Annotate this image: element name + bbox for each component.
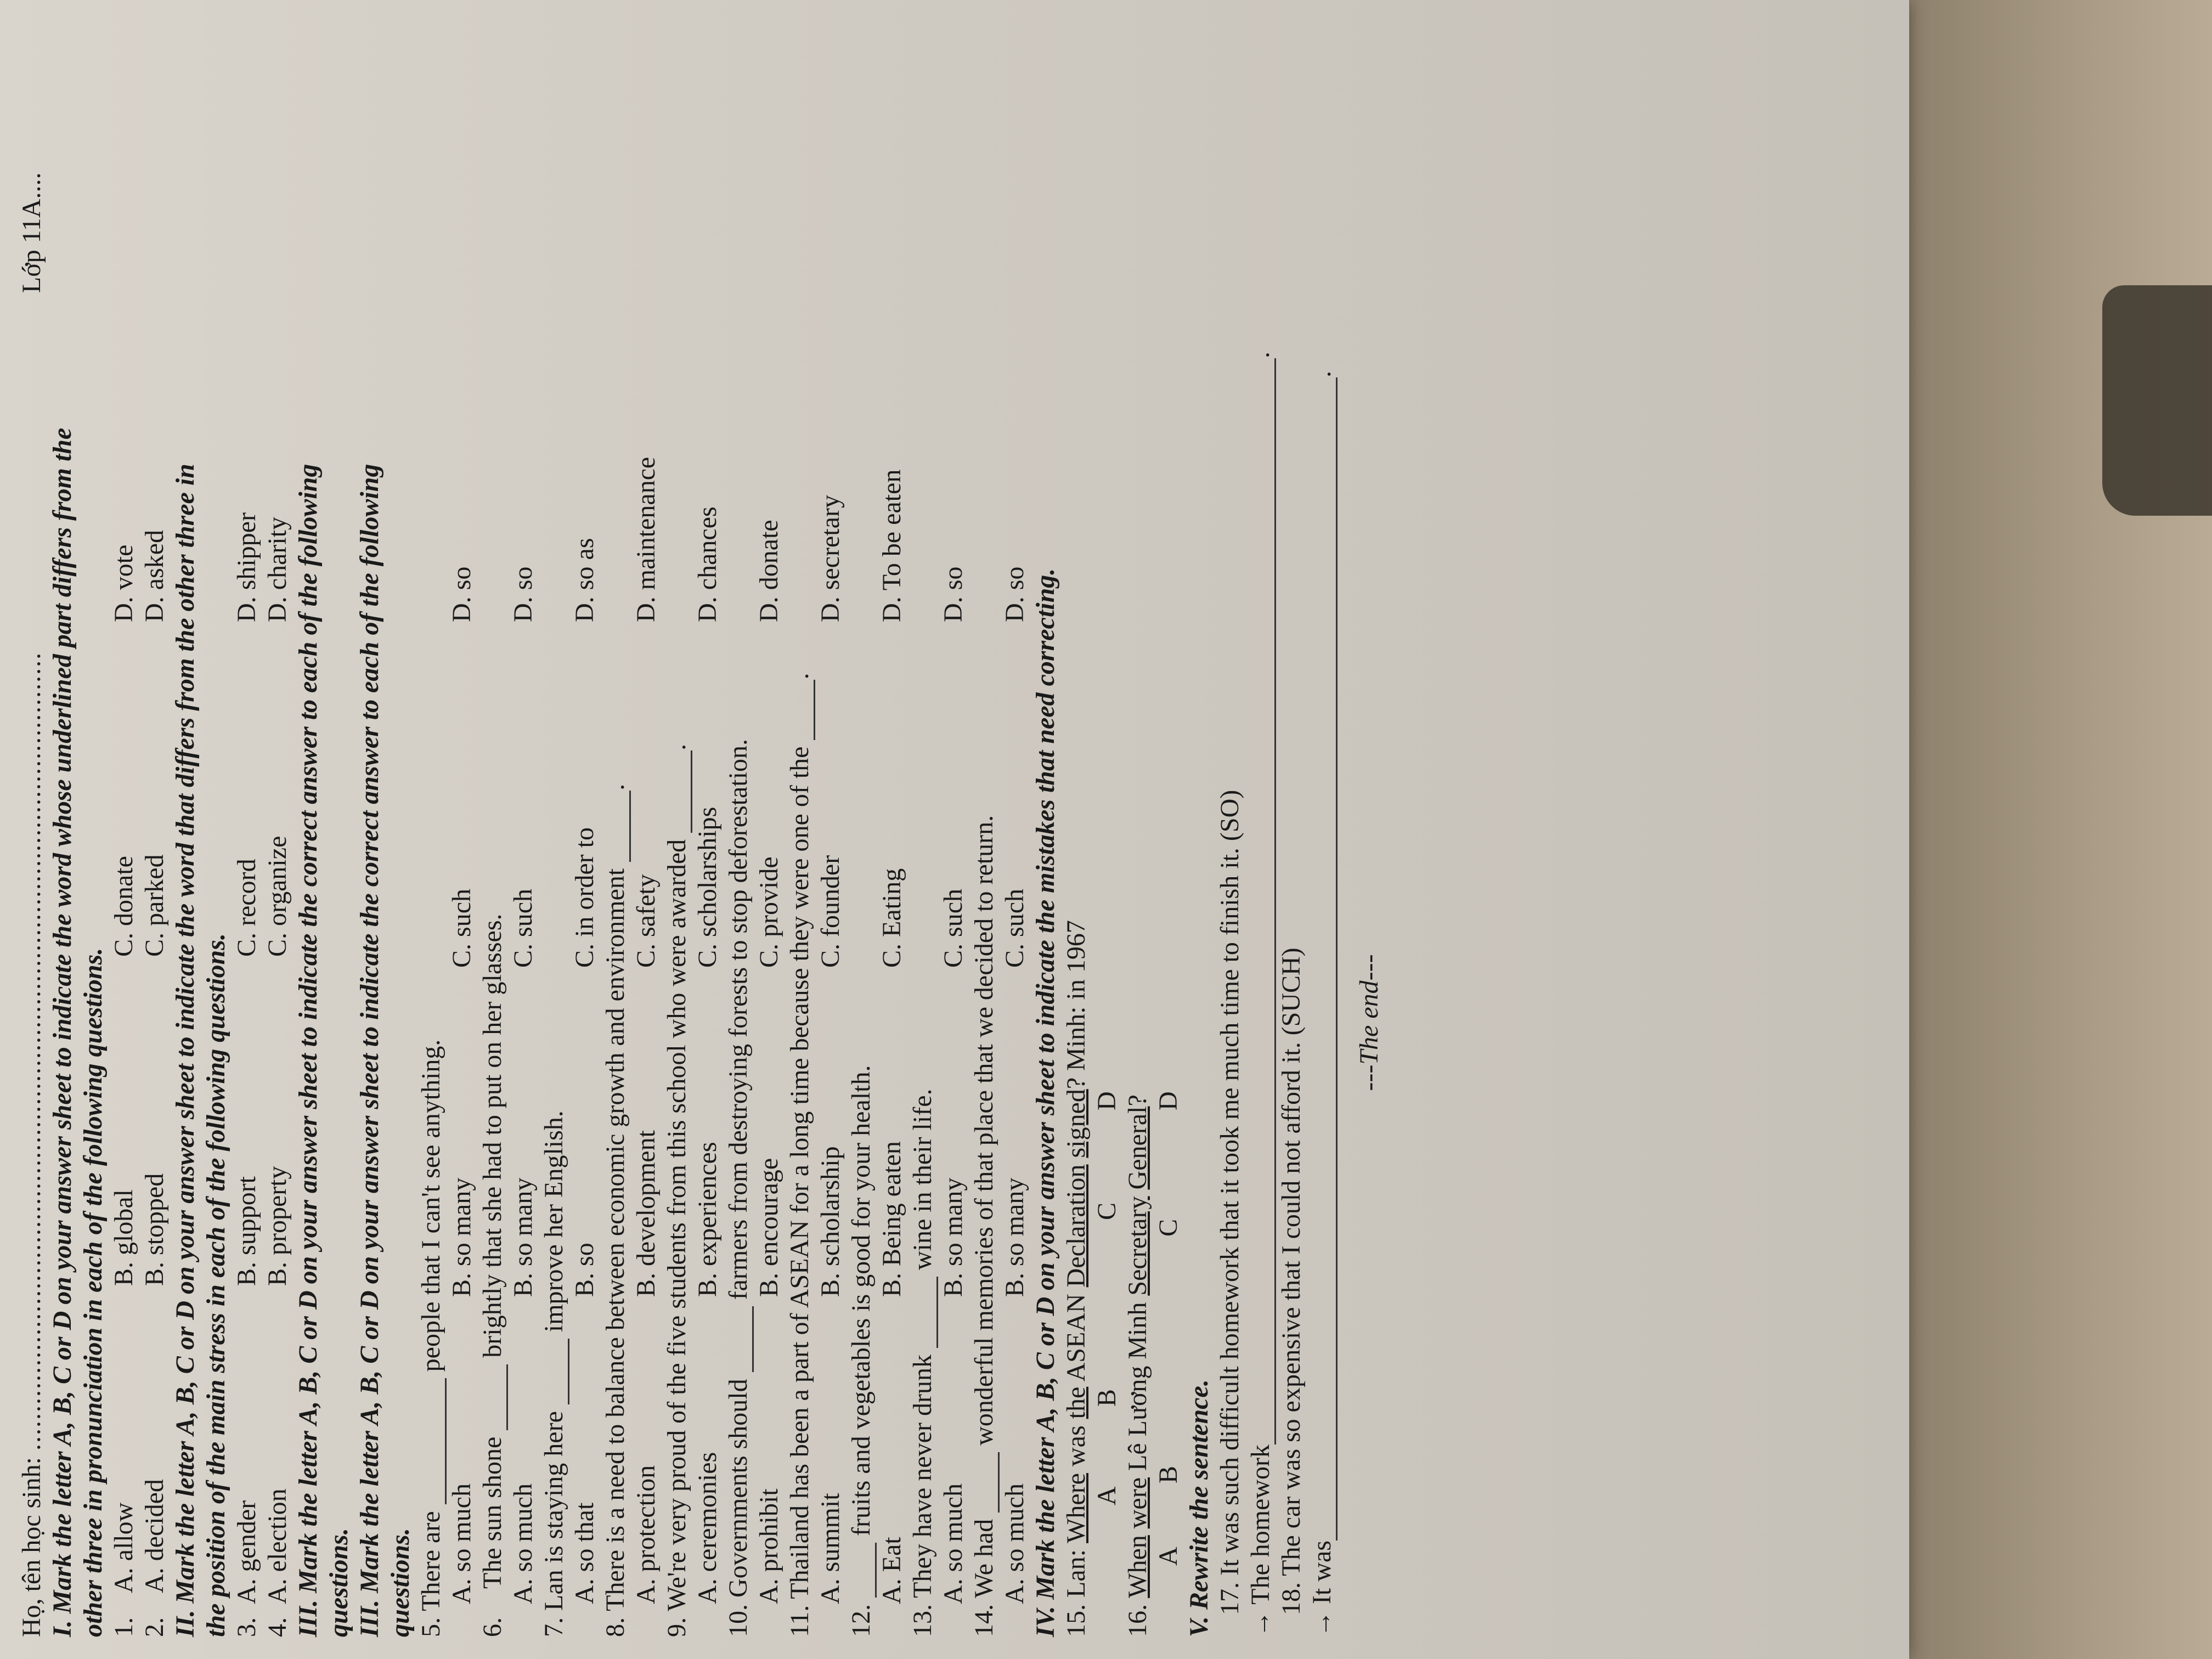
question-16-letters <box>1153 24 1184 1637</box>
question-16 <box>1122 24 1153 1637</box>
class-label: Lớp 11A.... <box>17 172 46 293</box>
question-number: 12. <box>847 1604 876 1637</box>
letter-b: B <box>1154 1465 1183 1483</box>
option-c: C. such <box>509 889 538 968</box>
q16-underlined-c: Secretary <box>1123 1196 1152 1296</box>
option-a: A. so that <box>570 1502 599 1604</box>
answer-line <box>1313 377 1338 1541</box>
option-c: C. founder <box>816 855 845 968</box>
option-b: B. so many <box>509 1177 538 1297</box>
section1-title-line1: I. Mark the letter A, B, C or D on your answer sheet to indicate the word whose underlined part differs from the <box>48 427 77 1637</box>
stem-start: 14. We had <box>969 1519 998 1637</box>
letter-a: A <box>1154 1547 1183 1566</box>
q15-suffix: ? Minh: in 1967 <box>1062 920 1091 1090</box>
question-number: 4. <box>263 1617 292 1637</box>
letter-a: A <box>1092 1486 1121 1505</box>
option-b: B. global <box>109 1189 138 1286</box>
option-b: B. stopped <box>140 1173 169 1286</box>
q15-underlined-d: signed <box>1062 1089 1091 1158</box>
stem-start: 7. Lan is staying here <box>539 1411 568 1637</box>
option-d: D. so as <box>570 538 599 622</box>
answer-blank <box>668 751 692 833</box>
option-b: B. encourage <box>754 1158 783 1297</box>
option-a: A. summit <box>816 1493 845 1604</box>
section3-title-line1: III. Mark the letter A, B, C or D on your answer sheet to indicate the correct answer to each of the following <box>355 464 384 1637</box>
question-8-options <box>631 24 662 1637</box>
section3a-title-line1: III. Mark the letter A, B, C or D on your answer sheet to indicate the correct answer to each of the following <box>294 464 323 1637</box>
stem-end: wonderful memories of that place that we decided to return. <box>969 815 998 1446</box>
option-c: C. safety <box>631 874 661 968</box>
question-9-options <box>692 24 723 1637</box>
question-8-stem <box>600 24 631 1637</box>
answer-blank <box>791 680 815 740</box>
option-d: D. asked <box>140 530 169 622</box>
q16-text: Lê Lương Minh <box>1123 1295 1152 1477</box>
name-label: Họ, tên học sinh: <box>17 1451 46 1637</box>
stem-end: fruits and vegetables is good for your health. <box>847 1065 876 1536</box>
option-a: A. allow <box>109 1502 138 1593</box>
option-a: A. Eat <box>877 1537 906 1604</box>
answer-blank <box>729 1306 754 1372</box>
question-14-options <box>1000 24 1030 1637</box>
q16-suffix: ? <box>1123 1094 1152 1107</box>
option-b: B. Being eaten <box>877 1141 906 1297</box>
option-c: C. such <box>1000 889 1029 968</box>
question-4 <box>262 24 293 1637</box>
q15-underlined-b: the <box>1062 1386 1091 1419</box>
question-6-options <box>508 24 539 1637</box>
option-b: B. property <box>263 1166 292 1286</box>
question-2 <box>139 24 170 1637</box>
question-6-stem <box>477 24 508 1637</box>
option-c: C. Eating <box>877 868 906 968</box>
option-a: A. so much <box>447 1483 476 1604</box>
question-5-options <box>447 24 477 1637</box>
answer-blank <box>422 1378 447 1504</box>
q15-underlined-c: Declaration <box>1062 1164 1091 1288</box>
stem-end: brightly that she had to put on her glasses. <box>478 913 507 1358</box>
stem-end: . <box>601 783 630 791</box>
option-b: B. support <box>232 1176 261 1286</box>
answer-blank <box>483 1364 508 1430</box>
stem-start: 5. There are <box>416 1511 445 1637</box>
option-c: C. such <box>447 889 476 968</box>
worksheet-content <box>16 24 1385 1637</box>
option-c: C. donate <box>109 856 138 957</box>
answer-blank <box>975 1452 1000 1513</box>
stem: 11. Thailand has been a part of ASEAN for a long time because they were one of the <box>785 746 814 1637</box>
option-d: D. vote <box>109 544 138 622</box>
option-a: A. decided <box>140 1479 169 1593</box>
section2-title-line2: the position of the main stress in each of the following questions. <box>201 933 230 1637</box>
q15-underlined-a: Where <box>1062 1473 1091 1543</box>
letter-c: C <box>1154 1218 1183 1237</box>
q16-text <box>1123 1189 1152 1196</box>
stem-end: wine in their life. <box>908 1088 937 1271</box>
letter-c: C <box>1092 1202 1121 1220</box>
option-d: D. shipper <box>232 512 261 622</box>
question-1 <box>109 24 139 1637</box>
option-b: B. so many <box>1000 1177 1029 1297</box>
stem-start: 10. Governments should <box>724 1379 753 1637</box>
option-c: C. provide <box>754 856 783 968</box>
answer-end: . <box>1307 371 1336 378</box>
question-15 <box>1061 24 1092 1637</box>
letter-b: B <box>1092 1389 1121 1407</box>
question-13-stem <box>907 24 938 1637</box>
section4-title: IV. Mark the letter A, B, C or D on your answer sheet to indicate the mistakes that need correcting. <box>1031 568 1060 1637</box>
question-13-options <box>938 24 969 1637</box>
q16-underlined-d: General <box>1123 1106 1152 1190</box>
option-a: A. prohibit <box>754 1488 783 1604</box>
option-a: A. protection <box>631 1465 661 1604</box>
question-5-stem <box>416 24 447 1637</box>
option-a: A. so much <box>939 1483 968 1604</box>
stem-start: 13. They have never drunk <box>908 1355 937 1637</box>
letter-d: D <box>1092 1091 1121 1110</box>
stem-end: . <box>662 743 691 751</box>
option-d: D. secretary <box>816 495 845 622</box>
option-c: C. parked <box>140 854 169 957</box>
section5-title: V. Rewrite the sentence. <box>1184 1379 1214 1637</box>
answer-start: → The homework <box>1246 1444 1275 1637</box>
question-18-answer <box>1307 24 1338 1637</box>
section1-title-line2: other three in pronunciation in each of the following questions. <box>78 947 108 1637</box>
question-number: 2. <box>140 1617 169 1637</box>
option-b: B. experiences <box>693 1142 722 1297</box>
option-d: D. charity <box>263 517 292 622</box>
question-7-options <box>569 24 600 1637</box>
option-a: A. election <box>263 1488 292 1604</box>
option-b: B. scholarship <box>816 1146 845 1297</box>
option-a: A. ceremonies <box>693 1452 722 1604</box>
answer-line <box>1251 358 1276 1444</box>
table-object-shadow <box>2102 285 2212 516</box>
section3a-title-line2: questions. <box>324 1528 353 1637</box>
option-d: D. so <box>509 566 538 622</box>
option-a: A. so much <box>509 1483 538 1604</box>
q15-text: was <box>1062 1419 1091 1473</box>
question-3 <box>232 24 262 1637</box>
question-number: 6. <box>478 1617 507 1637</box>
letter-d: D <box>1154 1091 1183 1110</box>
question-number: 3. <box>232 1617 261 1637</box>
question-12-options <box>877 24 907 1637</box>
question-14-stem <box>969 24 1000 1637</box>
q15-prefix: 15. Lan: <box>1062 1543 1091 1637</box>
stem: 9. We're very proud of the five students from this school who were awarded <box>662 839 691 1637</box>
option-d: D. chances <box>693 506 722 622</box>
option-c: C. record <box>232 859 261 957</box>
answer-end: . <box>1246 351 1275 358</box>
stem: 8. There is a need to balance between economic growth and environment <box>601 868 630 1637</box>
question-17: 17. It was such difficult homework that it took me much time to finish it. (SO) <box>1215 789 1244 1615</box>
q16-prefix: 16. <box>1123 1598 1152 1637</box>
answer-blank <box>545 1339 569 1404</box>
question-12-stem <box>846 24 877 1637</box>
option-b: B. so many <box>939 1177 968 1297</box>
option-d: D. maintenance <box>631 456 661 622</box>
q15-text <box>1062 1158 1091 1164</box>
q16-underlined-a: When <box>1123 1535 1152 1598</box>
question-17-answer <box>1245 24 1276 1637</box>
q16-underlined-b: were <box>1123 1477 1152 1529</box>
stem-start: The sun shone <box>478 1436 507 1589</box>
answer-blank <box>913 1277 938 1348</box>
option-a: A. so much <box>1000 1483 1029 1604</box>
name-dots: ........................................................................................................ <box>17 652 46 1451</box>
option-d: D. so <box>1000 566 1029 622</box>
question-18: 18. The car was so expensive that I could not afford it. (SUCH) <box>1277 947 1306 1615</box>
q15-text: ASEAN <box>1062 1287 1091 1387</box>
answer-blank <box>852 1543 877 1598</box>
option-b: B. so <box>570 1243 599 1297</box>
question-number: 1. <box>109 1617 138 1637</box>
stem-end: improve her English. <box>539 1110 568 1333</box>
option-d: D. To be eaten <box>877 469 906 622</box>
option-d: D. so <box>447 566 476 622</box>
stem-end: people that I can't see anything. <box>416 1039 445 1372</box>
option-b: B. so many <box>447 1177 476 1297</box>
question-10-stem <box>723 24 754 1637</box>
option-c: C. organize <box>263 836 292 957</box>
end-marker: ---The end--- <box>1355 954 1384 1091</box>
option-b: B. development <box>631 1130 661 1297</box>
option-c: C. in order to <box>570 827 599 968</box>
question-15-letters <box>1092 24 1122 1637</box>
student-info-line <box>16 24 47 1637</box>
q16-text <box>1123 1528 1152 1535</box>
answer-start: → It was <box>1307 1541 1336 1637</box>
option-c: C. such <box>939 889 968 968</box>
stem-end: . <box>785 673 814 680</box>
question-11-stem <box>785 24 815 1637</box>
option-c: C. scholarships <box>693 806 722 968</box>
answer-blank <box>606 791 631 862</box>
table-surface <box>1883 0 2212 1659</box>
question-9-stem <box>662 24 692 1637</box>
question-10-options <box>754 24 785 1637</box>
stem-end: farmers from destroying forests to stop deforestation. <box>724 738 753 1300</box>
question-7-stem <box>539 24 569 1637</box>
question-11-options <box>815 24 846 1637</box>
option-d: D. donate <box>754 520 783 622</box>
section2-title-line1: II. Mark the letter A, B, C or D on your answer sheet to indicate the word that differs from the other three in <box>171 464 200 1637</box>
option-a: A. gender <box>232 1500 261 1604</box>
section3-title-line2: questions. <box>386 1528 415 1637</box>
option-d: D. so <box>939 566 968 622</box>
